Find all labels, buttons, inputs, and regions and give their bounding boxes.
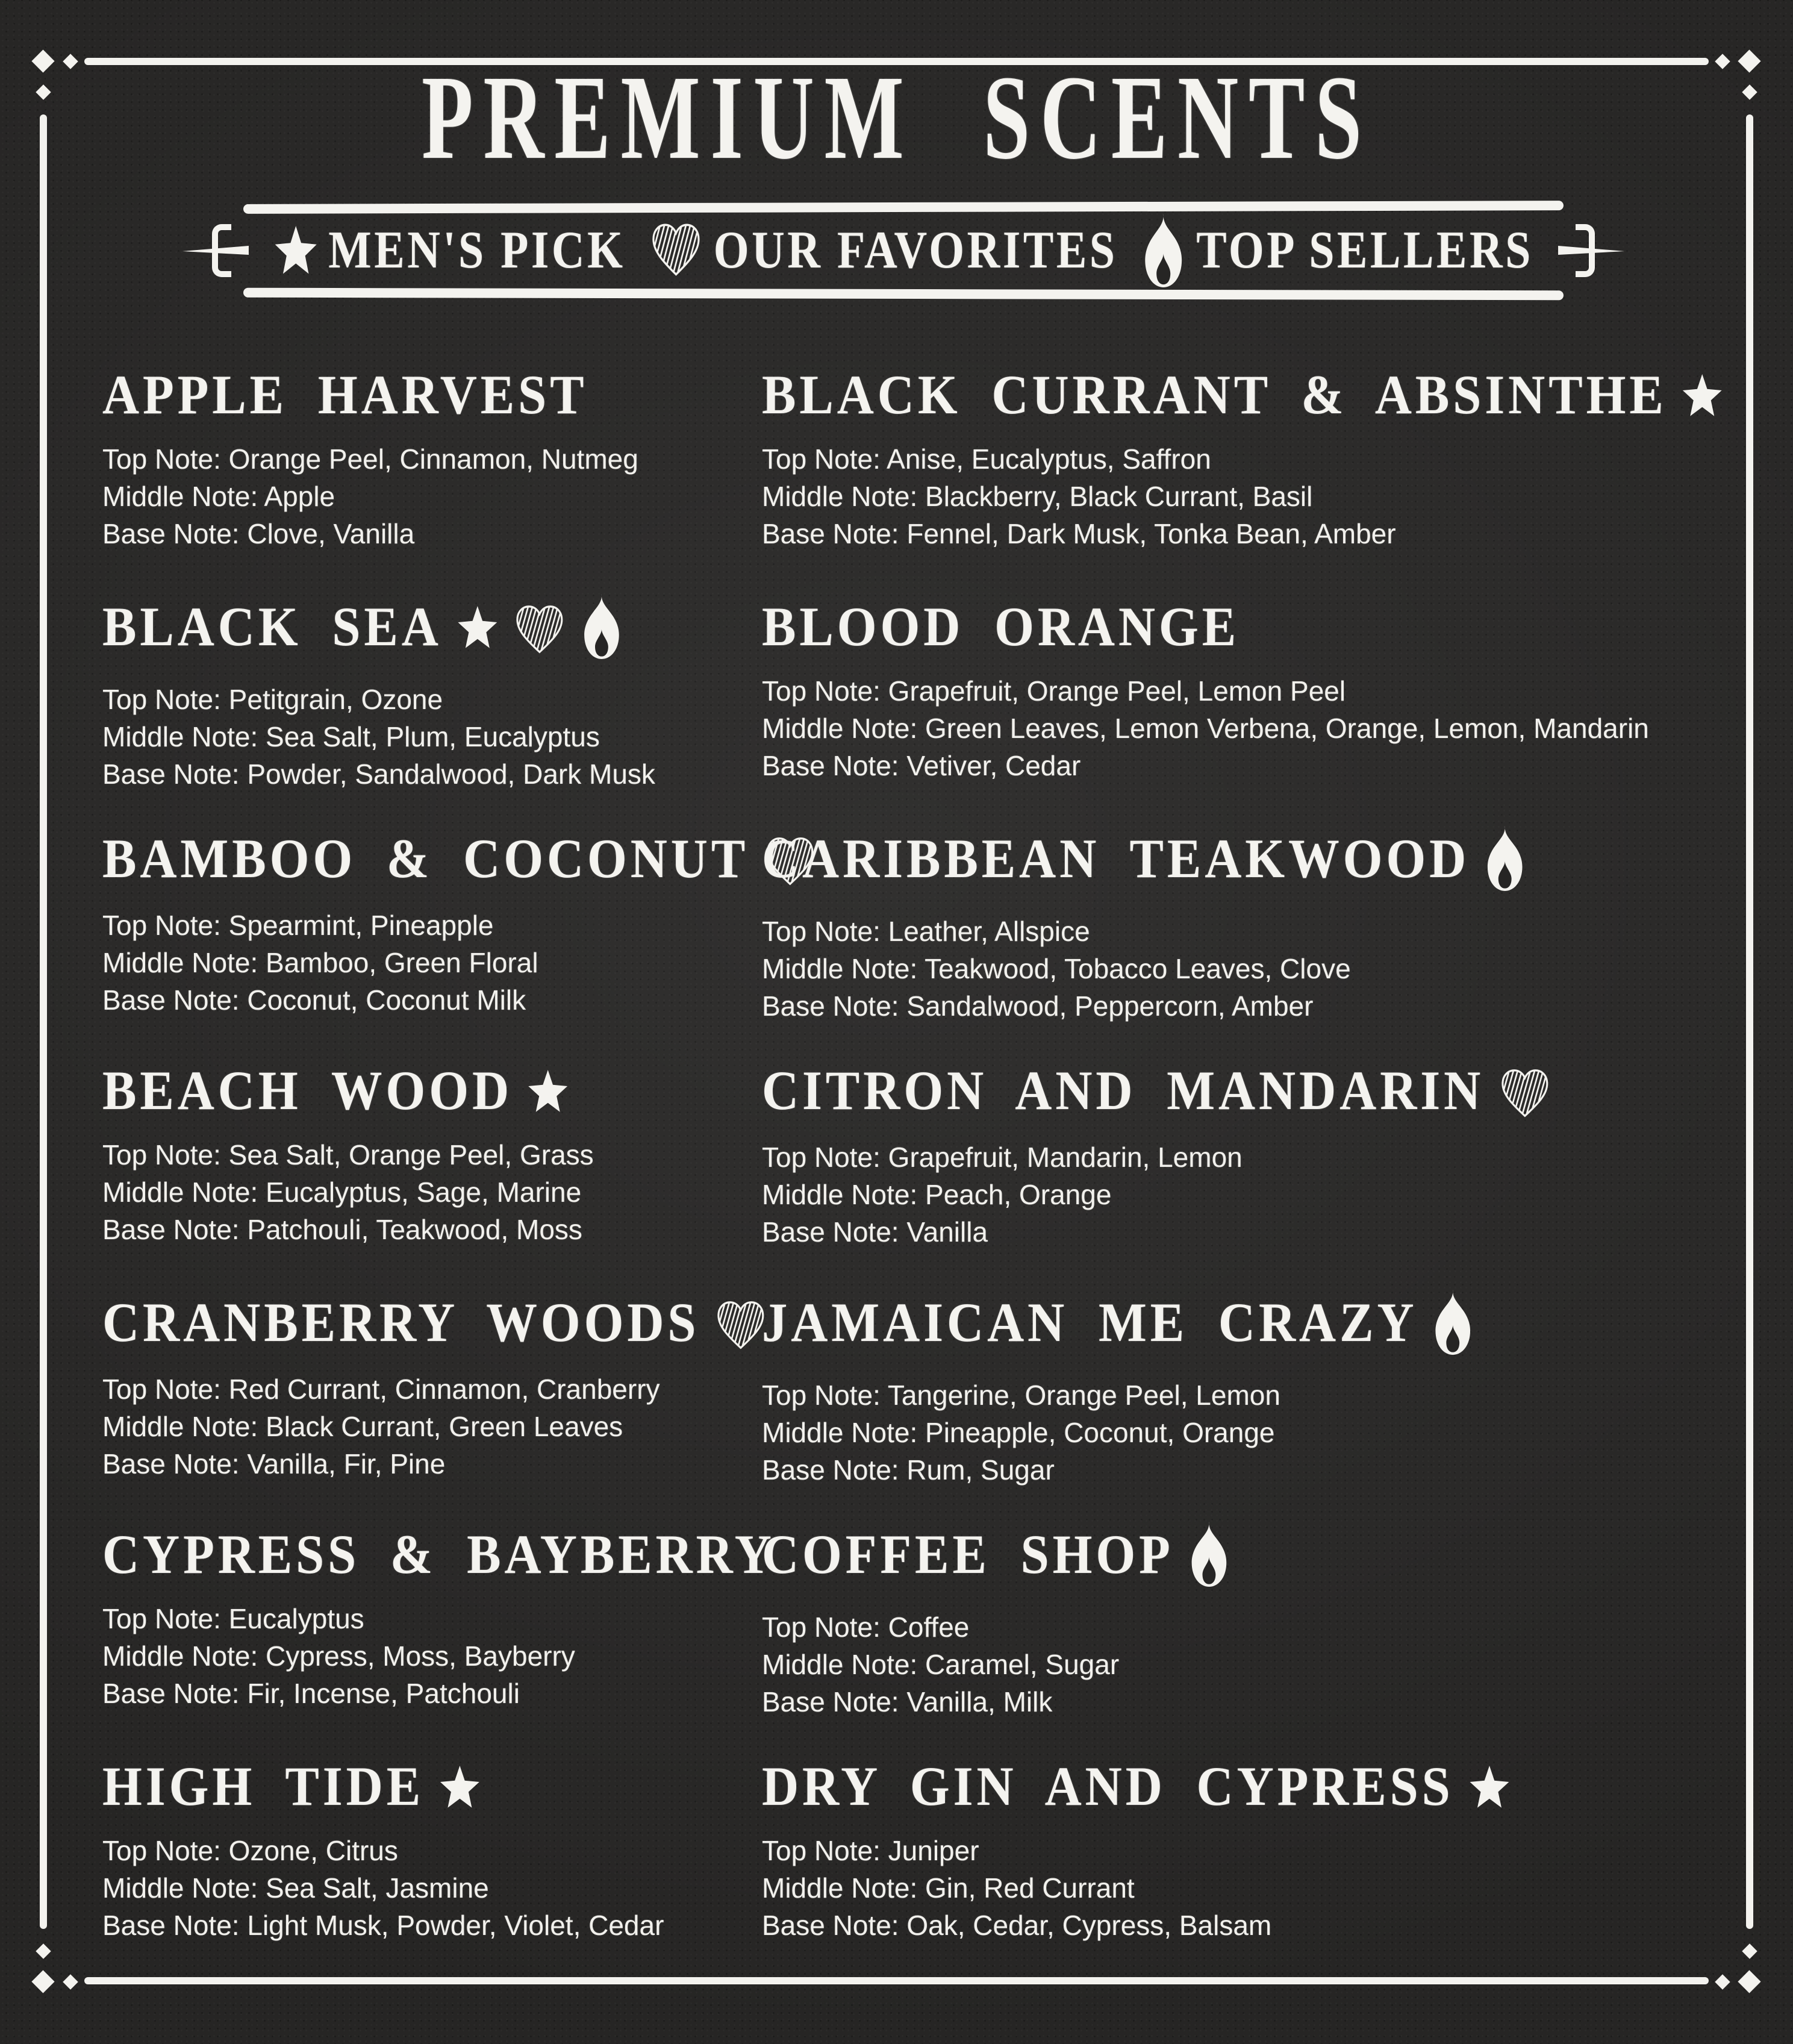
scent-notes (102, 681, 762, 793)
scent-notes (762, 1377, 1793, 1489)
scent-top-note: Top Note: Red Currant, Cinnamon, Cranberry (102, 1373, 660, 1405)
scent-heading (102, 596, 709, 665)
scent-icons (424, 1755, 481, 1817)
scent-notes (762, 672, 1793, 784)
scent-heading (102, 1524, 775, 1585)
scent-entry (762, 1060, 1793, 1292)
scent-notes (762, 913, 1793, 1025)
scent-name: CYPRESS & BAYBERRY (102, 1524, 775, 1585)
legend-item-label: OUR FAVORITES (713, 221, 1118, 280)
scent-list (102, 364, 1733, 1988)
scent-top-note: Top Note: Ozone, Citrus (102, 1835, 398, 1866)
scent-heading (762, 1756, 1724, 1816)
scent-middle-note: Middle Note: Pineapple, Coconut, Orange (762, 1416, 1275, 1448)
scent-top-note: Top Note: Sea Salt, Orange Peel, Grass (102, 1139, 594, 1170)
scent-middle-note: Middle Note: Caramel, Sugar (762, 1648, 1120, 1680)
legend-item (1141, 214, 1533, 287)
star-icon (527, 1075, 569, 1118)
flame-icon (581, 600, 623, 665)
scent-name: DRY GIN AND CYPRESS (762, 1755, 1454, 1817)
scent-base-note: Base Note: Clove, Vanilla (102, 518, 415, 549)
scent-notes (102, 440, 762, 552)
flame-icon (1141, 214, 1186, 287)
scent-name: BLOOD ORANGE (762, 596, 1240, 657)
scent-entry (102, 596, 762, 828)
scent-heading (762, 1524, 1724, 1593)
scent-column-right (762, 364, 1793, 1988)
scent-top-note: Top Note: Eucalyptus (102, 1603, 364, 1634)
scent-middle-note: Middle Note: Cypress, Moss, Bayberry (102, 1640, 575, 1672)
scent-middle-note: Middle Note: Bamboo, Green Floral (102, 946, 538, 978)
heart-icon (513, 606, 566, 659)
scent-entry (762, 1292, 1793, 1524)
star-icon (457, 611, 499, 654)
scent-entry (762, 596, 1793, 828)
scent-entry (102, 364, 762, 596)
scent-base-note: Base Note: Fir, Incense, Patchouli (102, 1678, 520, 1709)
scent-name: JAMAICAN ME CRAZY (762, 1292, 1418, 1353)
scent-middle-note: Middle Note: Peach, Orange (762, 1178, 1112, 1210)
scent-top-note: Top Note: Juniper (762, 1835, 979, 1866)
scent-base-note: Base Note: Light Musk, Powder, Violet, Cedar (102, 1910, 664, 1941)
scent-base-note: Base Note: Oak, Cedar, Cypress, Balsam (762, 1910, 1272, 1941)
scent-heading (102, 1292, 709, 1355)
scent-middle-note: Middle Note: Apple (102, 481, 335, 512)
scent-entry (762, 1524, 1793, 1756)
scent-base-note: Base Note: Vetiver, Cedar (762, 750, 1081, 781)
banner-top-bar (243, 201, 1564, 214)
scent-middle-note: Middle Note: Green Leaves, Lemon Verbena, Orange, Lemon, Mandarin (762, 713, 1649, 744)
scent-notes (102, 1832, 762, 1944)
right-wedge-icon (1557, 243, 1624, 258)
scent-name: COFFEE SHOP (762, 1524, 1174, 1585)
scent-name: CARIBBEAN TEAKWOOD (762, 828, 1470, 889)
scent-name: HIGH TIDE (102, 1755, 425, 1817)
scent-top-note: Top Note: Spearmint, Pineapple (102, 909, 494, 941)
scent-base-note: Base Note: Vanilla, Milk (762, 1686, 1053, 1717)
heart-icon (1498, 1070, 1551, 1123)
scent-notes (762, 1139, 1793, 1251)
border-left-line (40, 114, 47, 1929)
scent-heading (762, 364, 1724, 425)
legend-item (649, 222, 1117, 280)
scent-name: CRANBERRY WOODS (102, 1292, 700, 1353)
scent-heading (102, 828, 749, 891)
scent-base-note: Base Note: Sandalwood, Peppercorn, Amber (762, 990, 1314, 1022)
scent-entry (102, 1292, 762, 1524)
scent-middle-note: Middle Note: Sea Salt, Plum, Eucalyptus (102, 720, 600, 752)
scent-top-note: Top Note: Tangerine, Orange Peel, Lemon (762, 1379, 1280, 1411)
scent-name: BEACH WOOD (102, 1060, 513, 1121)
scent-icons (1174, 1524, 1230, 1585)
scent-icons (442, 596, 623, 657)
scent-base-note: Base Note: Patchouli, Teakwood, Moss (102, 1214, 582, 1245)
scent-base-note: Base Note: Vanilla, Fir, Pine (102, 1448, 446, 1480)
scent-notes (102, 1136, 762, 1248)
scent-icons (1484, 1060, 1551, 1121)
scent-base-note: Base Note: Coconut, Coconut Milk (102, 984, 526, 1016)
scent-entry (102, 1060, 762, 1292)
scent-top-note: Top Note: Petitgrain, Ozone (102, 683, 443, 715)
scent-middle-note: Middle Note: Gin, Red Currant (762, 1872, 1135, 1904)
scent-top-note: Top Note: Coffee (762, 1611, 970, 1643)
scent-middle-note: Middle Note: Eucalyptus, Sage, Marine (102, 1177, 582, 1208)
scent-base-note: Base Note: Powder, Sandalwood, Dark Musk (102, 758, 655, 790)
scent-icons (1454, 1755, 1511, 1817)
scent-entry (102, 828, 762, 1060)
scent-entry (762, 828, 1793, 1060)
scent-top-note: Top Note: Grapefruit, Mandarin, Lemon (762, 1141, 1243, 1173)
scent-icons (513, 1060, 569, 1121)
scent-heading (102, 364, 709, 425)
scent-middle-note: Middle Note: Teakwood, Tobacco Leaves, Clove (762, 952, 1351, 984)
page-title (0, 51, 1793, 184)
scent-heading (762, 596, 1724, 657)
scent-notes (762, 440, 1793, 552)
scent-name: BLACK SEA (102, 596, 442, 657)
banner-bottom-bar (243, 288, 1564, 301)
legend-row (328, 217, 1533, 284)
star-icon (1468, 1771, 1511, 1814)
scent-heading (762, 1060, 1724, 1123)
scent-notes (102, 1600, 762, 1712)
heart-icon (649, 222, 703, 280)
scent-base-note: Base Note: Fennel, Dark Musk, Tonka Bean, Amber (762, 518, 1396, 549)
scent-entry (102, 1524, 775, 1756)
legend-item-label: TOP SELLERS (1196, 221, 1533, 280)
legend-item (273, 221, 626, 280)
scent-base-note: Base Note: Vanilla (762, 1216, 988, 1248)
scent-column-left (102, 364, 775, 1988)
scent-notes (102, 1370, 762, 1483)
legend-item-label: MEN'S PICK (328, 221, 626, 280)
legend-banner (211, 199, 1596, 302)
corner-diamond (63, 1974, 78, 1989)
star-icon (1682, 379, 1724, 422)
corner-diamond (31, 1970, 54, 1993)
scent-name: APPLE HARVEST (102, 364, 588, 425)
page-title-text: PREMIUM SCENTS (421, 51, 1372, 184)
scent-entry (762, 1756, 1793, 1988)
corner-diamond (36, 1943, 51, 1958)
left-wedge-icon (182, 243, 250, 258)
heart-icon (714, 1302, 767, 1355)
scent-notes (102, 907, 762, 1019)
flame-icon (1484, 832, 1526, 897)
scent-heading (102, 1756, 709, 1816)
scent-name: CITRON AND MANDARIN (762, 1060, 1485, 1121)
scent-top-note: Top Note: Leather, Allspice (762, 915, 1090, 947)
scent-notes (762, 1832, 1793, 1944)
scent-base-note: Base Note: Rum, Sugar (762, 1454, 1055, 1486)
flame-icon (1432, 1296, 1474, 1361)
scent-icons (1667, 364, 1724, 425)
scent-entry (102, 1756, 762, 1988)
scent-entry (762, 364, 1793, 596)
scent-top-note: Top Note: Grapefruit, Orange Peel, Lemon Peel (762, 675, 1346, 707)
scent-middle-note: Middle Note: Black Currant, Green Leaves (102, 1410, 623, 1442)
scent-name: BAMBOO & COCONUT (102, 828, 749, 889)
star-icon (273, 226, 318, 275)
scent-top-note: Top Note: Orange Peel, Cinnamon, Nutmeg (102, 443, 638, 475)
scent-notes (762, 1608, 1793, 1721)
flame-icon (1188, 1528, 1230, 1593)
scent-icons (1470, 828, 1526, 889)
scent-icons (1418, 1292, 1474, 1353)
scent-middle-note: Middle Note: Sea Salt, Jasmine (102, 1872, 489, 1904)
scent-heading (102, 1060, 709, 1120)
scent-heading (762, 828, 1724, 897)
scent-heading (762, 1292, 1724, 1361)
scent-top-note: Top Note: Anise, Eucalyptus, Saffron (762, 443, 1211, 475)
scent-icons (699, 1292, 767, 1353)
scent-middle-note: Middle Note: Blackberry, Black Currant, Basil (762, 481, 1313, 512)
star-icon (438, 1771, 481, 1814)
scent-name: BLACK CURRANT & ABSINTHE (762, 364, 1667, 425)
